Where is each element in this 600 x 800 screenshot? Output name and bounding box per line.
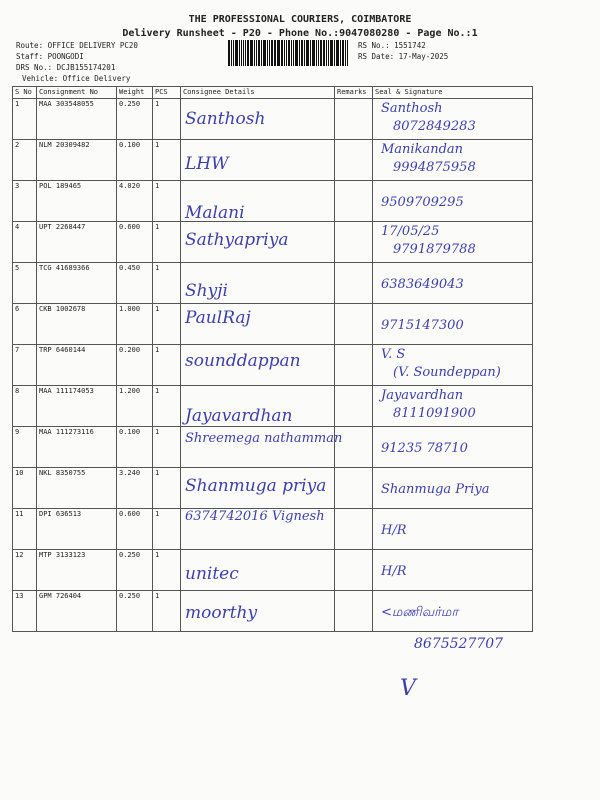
cell-weight: 0.600 [117, 222, 153, 263]
cell-weight: 0.250 [117, 99, 153, 140]
header-consignee: Consignee Details [181, 87, 335, 99]
signature-text: 17/05/25 [381, 224, 440, 239]
signature-text: Santhosh [381, 101, 443, 116]
cell-consignee [181, 99, 335, 140]
table-row [13, 591, 533, 632]
cell-remarks [335, 99, 373, 140]
cell-signature [373, 509, 533, 550]
header-sno: S No [13, 87, 37, 99]
cell-sno: 11 [13, 509, 37, 550]
cell-pcs: 1 [153, 140, 181, 181]
cell-sno: 3 [13, 181, 37, 222]
header-pcs: PCS [153, 87, 181, 99]
cell-consignment: MTP 3133123 [37, 550, 117, 591]
signature-text: H/R [381, 523, 407, 538]
cell-signature [373, 386, 533, 427]
cell-sno: 6 [13, 304, 37, 345]
table-row [13, 509, 533, 550]
cell-signature [373, 181, 533, 222]
cell-consignee [181, 181, 335, 222]
cell-signature [373, 222, 533, 263]
handwritten-mark: V [400, 676, 416, 701]
cell-sno: 8 [13, 386, 37, 427]
table-row [13, 99, 533, 140]
runsheet-table [12, 86, 533, 632]
cell-weight: 0.250 [117, 550, 153, 591]
cell-remarks [335, 304, 373, 345]
cell-remarks [335, 140, 373, 181]
cell-signature [373, 550, 533, 591]
cell-consignment: MAA 111174053 [37, 386, 117, 427]
cell-signature [373, 304, 533, 345]
header-signature: Seal & Signature [373, 87, 533, 99]
consignee-handwritten: sounddappan [185, 351, 301, 371]
cell-pcs: 1 [153, 509, 181, 550]
cell-weight: 1.000 [117, 304, 153, 345]
signature-text: Shanmuga Priya [381, 482, 490, 497]
cell-pcs: 1 [153, 345, 181, 386]
signature-text: Manikandan [381, 142, 464, 157]
table-row [13, 304, 533, 345]
table-row [13, 550, 533, 591]
cell-weight: 3.240 [117, 468, 153, 509]
cell-consignee [181, 263, 335, 304]
cell-weight: 0.250 [117, 591, 153, 632]
consignee-handwritten: Shanmuga priya [185, 476, 327, 496]
cell-pcs: 1 [153, 591, 181, 632]
cell-sno: 2 [13, 140, 37, 181]
barcode [228, 40, 349, 66]
table-row [13, 345, 533, 386]
signature-text: V. S [381, 347, 406, 362]
table-row [13, 140, 533, 181]
table-row [13, 468, 533, 509]
signature-text: 9791879788 [393, 242, 476, 257]
consignee-handwritten: Santhosh [185, 109, 266, 129]
consignee-handwritten: Sathyapriya [185, 230, 289, 250]
signature-text: 8072849283 [393, 119, 476, 134]
cell-remarks [335, 386, 373, 427]
cell-weight: 4.020 [117, 181, 153, 222]
cell-consignment: CKB 1002678 [37, 304, 117, 345]
cell-remarks [335, 550, 373, 591]
cell-sno: 12 [13, 550, 37, 591]
signature-text: (V. Soundeppan) [393, 365, 501, 380]
route-label: Route: OFFICE DELIVERY PC20 [16, 41, 138, 50]
cell-remarks [335, 468, 373, 509]
table-row [13, 263, 533, 304]
cell-consignee [181, 427, 343, 468]
cell-consignee [181, 468, 335, 509]
cell-sno: 9 [13, 427, 37, 468]
rs-date: RS Date: 17-May-2025 [358, 52, 449, 61]
cell-sno: 5 [13, 263, 37, 304]
cell-consignee [181, 140, 335, 181]
cell-sno: 7 [13, 345, 37, 386]
cell-consignment: NLM 20309482 [37, 140, 117, 181]
table-row [13, 181, 533, 222]
header-consignment: Consignment No [37, 87, 117, 99]
cell-weight: 0.600 [117, 509, 153, 550]
consignee-handwritten: unitec [185, 564, 239, 584]
cell-pcs: 1 [153, 468, 181, 509]
staff-label: Staff: POONGODI [16, 52, 84, 61]
extra-phone-note: 8675527707 [414, 636, 504, 652]
cell-signature [373, 99, 533, 140]
cell-consignment: DPI 636513 [37, 509, 117, 550]
cell-consignment: GPM 726404 [37, 591, 117, 632]
cell-pcs: 1 [153, 222, 181, 263]
table-row [13, 386, 533, 427]
header-weight: Weight [117, 87, 153, 99]
cell-consignee [181, 222, 335, 263]
cell-consignment: MAA 303548055 [37, 99, 117, 140]
cell-remarks [335, 509, 373, 550]
cell-remarks [335, 345, 373, 386]
consignee-handwritten: LHW [185, 154, 229, 174]
header-remarks: Remarks [335, 87, 373, 99]
cell-pcs: 1 [153, 386, 181, 427]
cell-weight: 0.100 [117, 140, 153, 181]
cell-signature [373, 345, 533, 386]
signature-text: 9994875958 [393, 160, 476, 175]
cell-consignee [181, 550, 335, 591]
cell-consignee [181, 304, 335, 345]
consignee-handwritten: Malani [185, 203, 245, 223]
cell-signature [373, 140, 533, 181]
runsheet-subtitle: Delivery Runsheet - P20 - Phone No.:9047080280 - Page No.:1 [122, 28, 478, 39]
cell-weight: 0.450 [117, 263, 153, 304]
cell-pcs: 1 [153, 304, 181, 345]
signature-text: 8111091900 [393, 406, 476, 421]
rs-number: RS No.: 1551742 [358, 41, 426, 50]
table-row [13, 427, 533, 468]
cell-consignee [181, 591, 335, 632]
cell-consignment: TRP 6460144 [37, 345, 117, 386]
signature-text: 9715147300 [381, 318, 464, 333]
cell-sno: 13 [13, 591, 37, 632]
signature-text: H/R [381, 564, 407, 579]
cell-pcs: 1 [153, 550, 181, 591]
cell-pcs: 1 [153, 263, 181, 304]
cell-remarks [335, 181, 373, 222]
signature-text: 9509709295 [381, 195, 464, 210]
table-row [13, 222, 533, 263]
consignee-handwritten: Jayavardhan [185, 406, 293, 426]
consignee-handwritten: moorthy [185, 603, 258, 623]
signature-text: Jayavardhan [381, 388, 464, 403]
consignee-handwritten: 6374742016 Vignesh [185, 509, 325, 524]
signature-text: 91235 78710 [381, 441, 468, 456]
cell-weight: 0.200 [117, 345, 153, 386]
cell-consignment: MAA 111273116 [37, 427, 117, 468]
consignee-handwritten: Shyji [185, 281, 228, 301]
consignee-handwritten: PaulRaj [185, 308, 251, 328]
cell-consignment: TCG 41689366 [37, 263, 117, 304]
consignee-handwritten: Shreemega nathamman [185, 431, 343, 446]
company-title: THE PROFESSIONAL COURIERS, COIMBATORE [188, 14, 412, 25]
drs-number: DRS No.: DCJB155174201 [16, 63, 116, 72]
cell-consignment: UPT 2268447 [37, 222, 117, 263]
cell-remarks [335, 222, 373, 263]
signature-text: 6383649043 [381, 277, 464, 292]
signature-text: <மணிவர்மா [381, 605, 459, 620]
cell-pcs: 1 [153, 427, 181, 468]
vehicle-label: Vehicle: Office Delivery [22, 74, 131, 83]
cell-consignment: NKL 8350755 [37, 468, 117, 509]
cell-consignee [181, 509, 335, 550]
cell-signature [373, 263, 533, 304]
cell-weight: 1.200 [117, 386, 153, 427]
cell-signature [373, 591, 533, 632]
cell-sno: 4 [13, 222, 37, 263]
cell-sno: 10 [13, 468, 37, 509]
cell-consignee [181, 345, 335, 386]
cell-remarks [335, 591, 373, 632]
cell-consignee [181, 386, 335, 427]
table-header-row [13, 87, 533, 99]
cell-pcs: 1 [153, 181, 181, 222]
cell-remarks [335, 263, 373, 304]
cell-weight: 0.100 [117, 427, 153, 468]
cell-pcs: 1 [153, 99, 181, 140]
cell-consignment: POL 189465 [37, 181, 117, 222]
cell-signature [373, 427, 533, 468]
cell-signature [373, 468, 533, 509]
cell-sno: 1 [13, 99, 37, 140]
